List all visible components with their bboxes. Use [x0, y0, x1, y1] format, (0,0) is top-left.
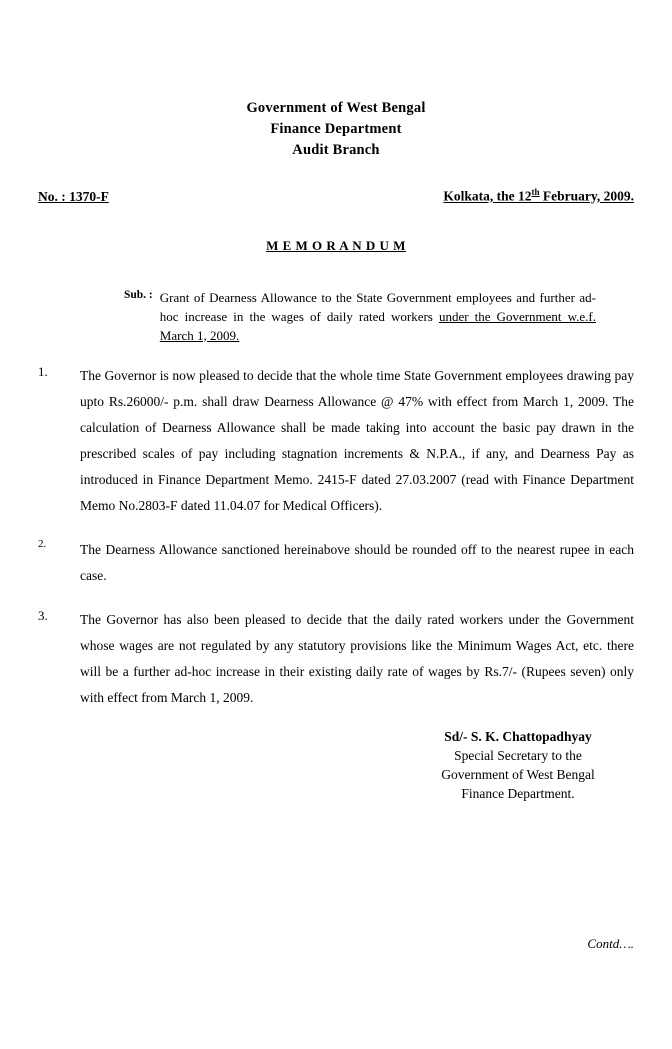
header-department-line: Finance Department	[270, 121, 402, 137]
document-header	[38, 98, 634, 161]
paragraph-2-text: The Dearness Allowance sanctioned hereinabove should be rounded off to the nearest rupee in each case.	[80, 541, 634, 583]
paragraph-1-number: 1.	[38, 363, 48, 379]
signature-block	[368, 727, 668, 803]
memo-number: No. : 1370-F	[38, 188, 109, 204]
signatory-department: Finance Department.	[461, 785, 575, 801]
paragraph-1	[38, 363, 634, 519]
paragraph-1-text: The Governor is now pleased to decide that the whole time State Government employees drawing pay upto Rs.26000/- p.m. shall draw Dearness Allowance @ 47% with effect from March 1, 2009. The calculation of Dearness Allowance shall be made taking into account the basic pay drawn in the prescribed scales of pay including stagnation increments & N.P.A., if any, and Dearness Pay as introduced in Finance Department Memo. 2415-F dated 27.03.2007 (read with Finance Department Memo No.2803-F dated 11.04.07 for Medical Officers).	[80, 367, 634, 513]
continued-marker: Contd….	[587, 936, 634, 951]
signatory-designation: Special Secretary to the	[454, 747, 582, 763]
place-date-suffix: February, 2009.	[539, 188, 634, 204]
memo-place-date	[443, 187, 634, 205]
document-page	[0, 98, 672, 1049]
signatory-organization: Government of West Bengal	[441, 766, 595, 782]
place-date-prefix: Kolkata, the 12	[443, 188, 532, 204]
paragraph-2	[38, 537, 634, 589]
subject-block	[124, 288, 596, 345]
subject-text	[160, 288, 596, 345]
subject-text-underlined: under the Government w.e.f. March 1, 2009.	[159, 308, 597, 343]
memorandum-title: M E M O R A N D U M	[266, 237, 406, 253]
paragraph-3-text: The Governor has also been pleased to decide that the daily rated workers under the Government whose wages are not regulated by any statutory provisions like the Minimum Wages Act, etc. there will be a further ad-hoc increase in their existing daily rate of wages by Rs.7/- (Rupees seven) only with effect from March 1, 2009.	[80, 611, 634, 705]
header-branch-line: Audit Branch	[292, 142, 380, 158]
reference-row	[38, 187, 634, 205]
signatory-name: Sd/- S. K. Chattopadhyay	[444, 728, 592, 744]
paragraph-2-number: 2.	[38, 537, 47, 550]
paragraph-3-number: 3.	[38, 607, 48, 623]
paragraph-3	[38, 607, 634, 711]
header-government-line: Government of West Bengal	[246, 100, 426, 116]
subject-text-part1: Grant of Dearness Allowance to the State Government employees and further ad-hoc increase in the wages of daily rated workers	[159, 289, 596, 324]
subject-label: Sub. :	[124, 288, 153, 301]
date-ordinal-suffix: th	[531, 187, 540, 197]
